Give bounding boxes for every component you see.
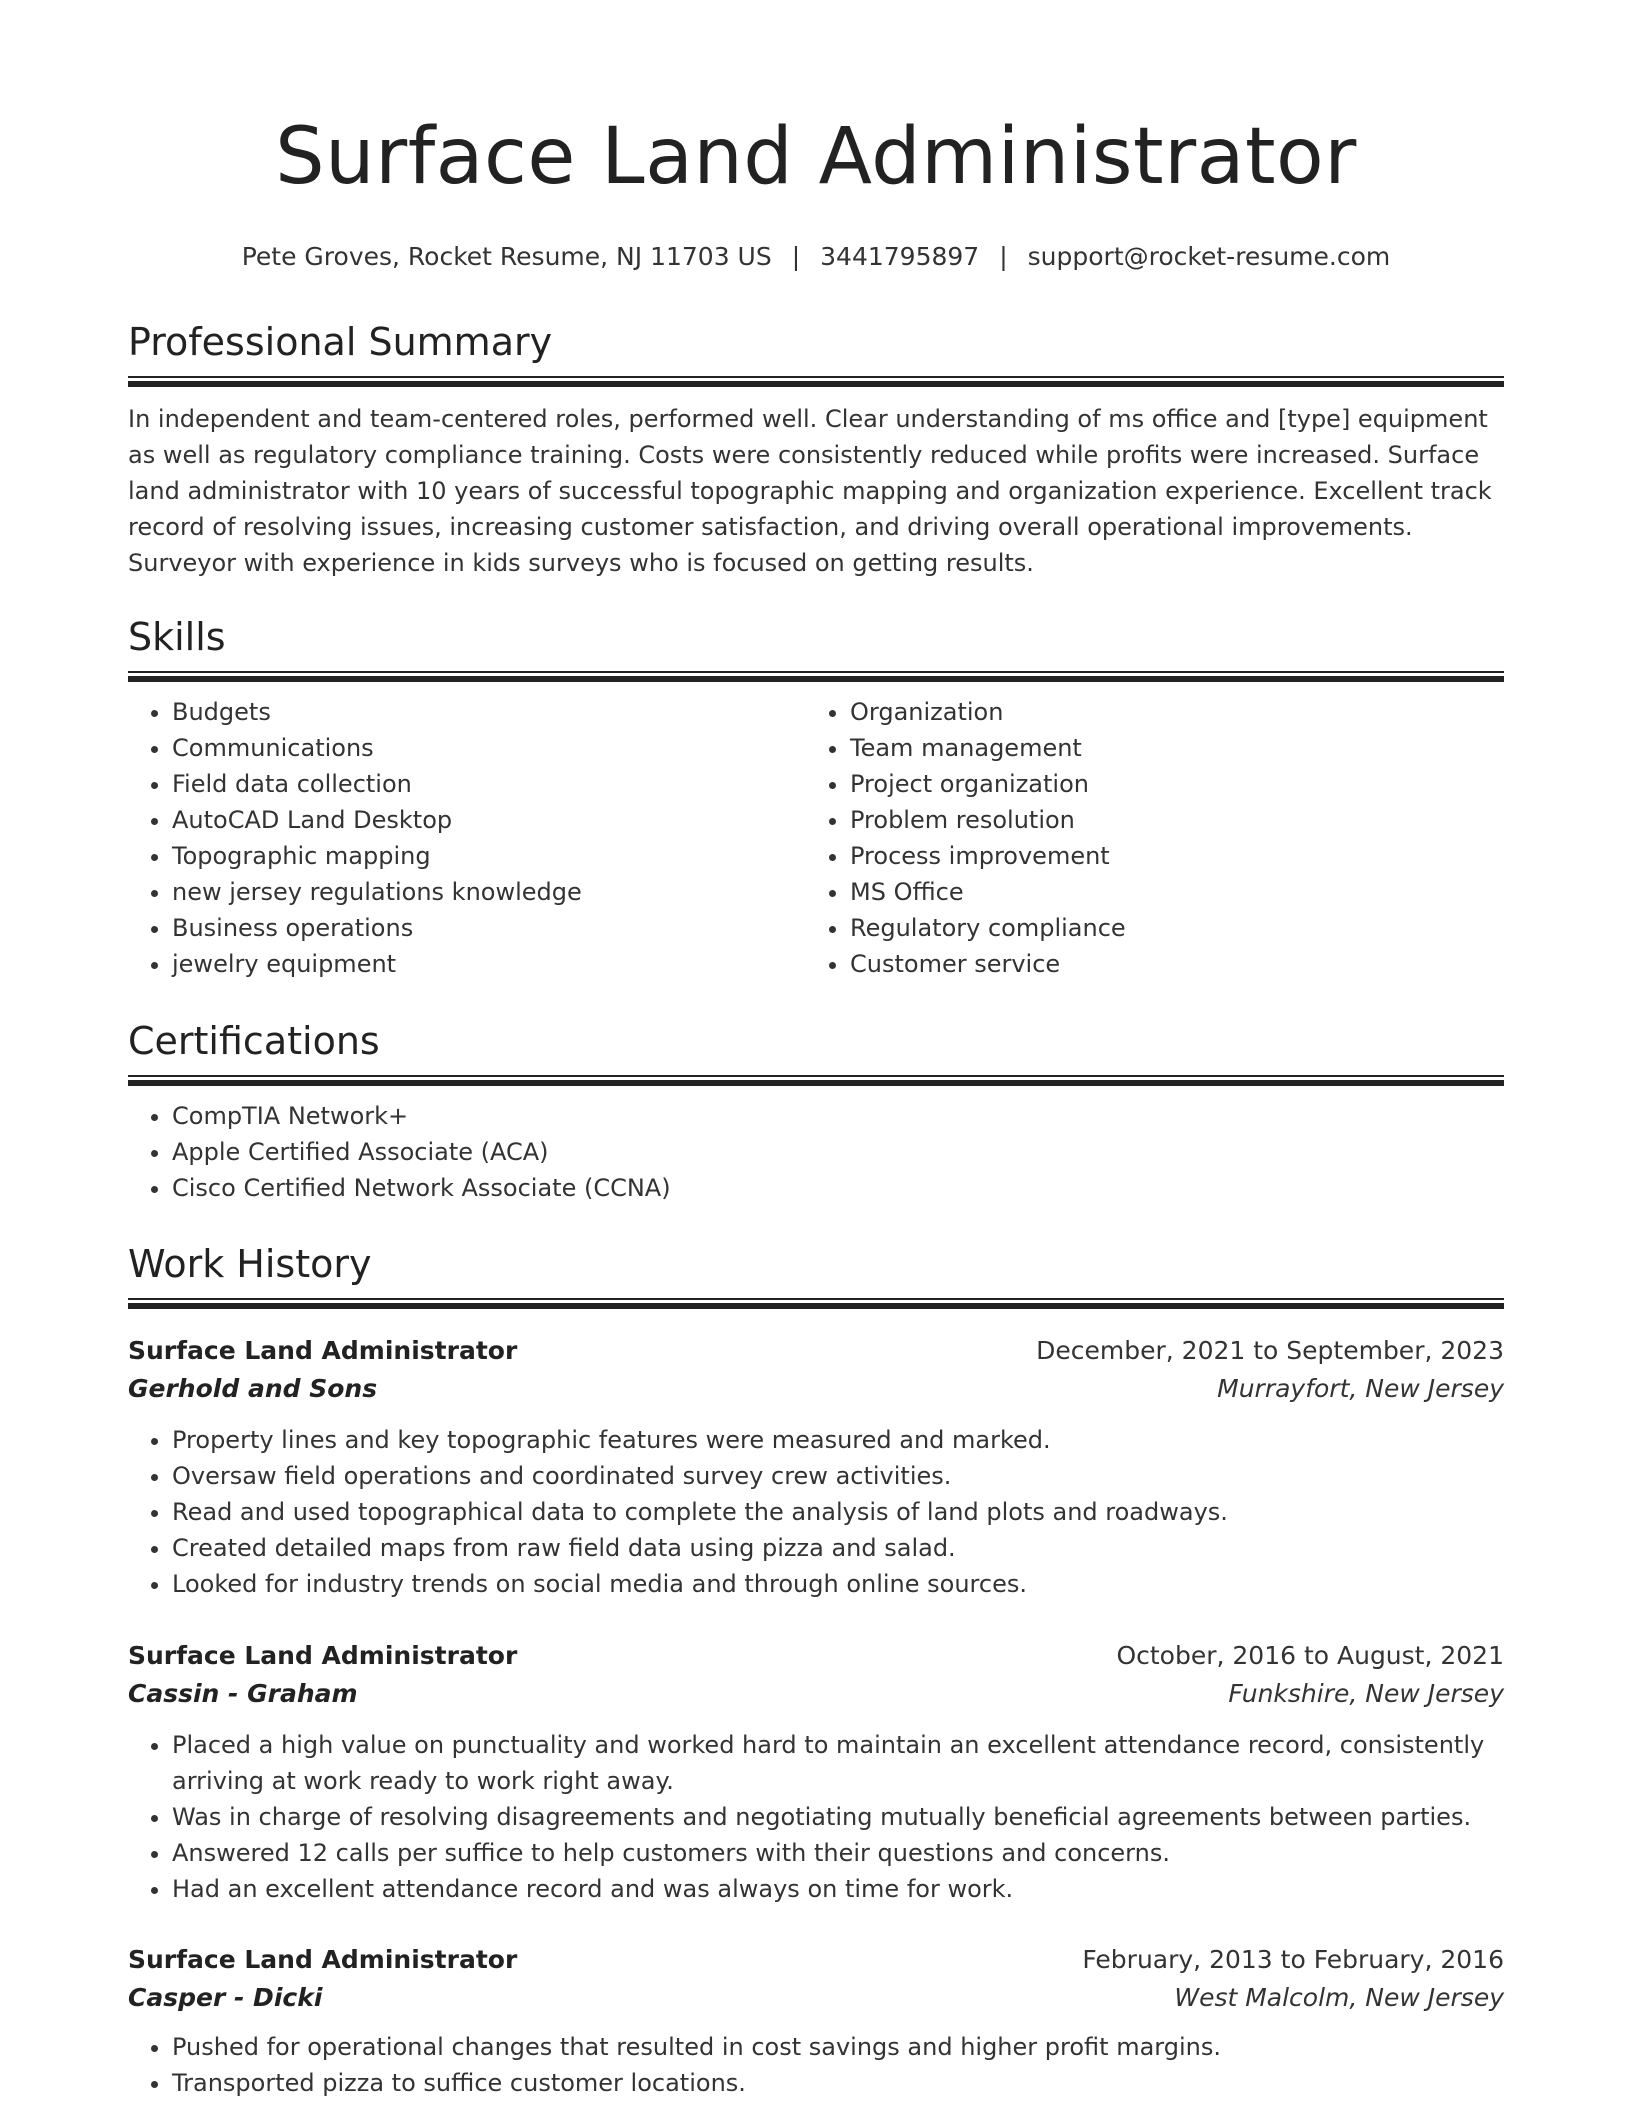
job-dates: December, 2021 to September, 2023 xyxy=(1036,1336,1504,1365)
job-header xyxy=(128,1332,1504,1370)
resume-title: Surface Land Administrator xyxy=(275,112,1357,202)
job-location: West Malcolm, New Jersey xyxy=(1174,1983,1504,2012)
job-company: Casper - Dicki xyxy=(128,1983,323,2012)
job-entry xyxy=(128,1941,1504,2101)
skill-item: • jewelry equipment xyxy=(172,946,806,982)
job-header xyxy=(128,1941,1504,1979)
job-bullet: • Property lines and key topographic features were measured and marked. xyxy=(172,1422,1504,1458)
job-bullet: • Looked for industry trends on social media and through online sources. xyxy=(172,1566,1504,1602)
section-divider xyxy=(128,1298,1504,1309)
section-divider xyxy=(128,376,1504,387)
skills-list-left xyxy=(128,694,806,982)
job-subheader xyxy=(128,1979,1504,2017)
job-bullet: • Answered 12 calls per suffice to help customers with their questions and concerns. xyxy=(172,1835,1504,1871)
certification-item: • Apple Certified Associate (ACA) xyxy=(172,1134,1504,1170)
contact-separator: | xyxy=(999,242,1008,271)
skill-item: • Topographic mapping xyxy=(172,838,806,874)
skills-list-right xyxy=(806,694,1484,982)
skill-item: • Field data collection xyxy=(172,766,806,802)
job-bullets xyxy=(128,2029,1504,2101)
certifications-section xyxy=(128,1018,1504,1206)
job-title: Surface Land Administrator xyxy=(128,1945,518,1974)
skill-item: • Budgets xyxy=(172,694,806,730)
skill-item: • MS Office xyxy=(850,874,1484,910)
skill-item: • AutoCAD Land Desktop xyxy=(172,802,806,838)
job-bullet: • Placed a high value on punctuality and worked hard to maintain an excellent attendance record, consistently arriving at work ready to work right away. xyxy=(172,1727,1504,1799)
job-bullet: • Oversaw field operations and coordinated survey crew activities. xyxy=(172,1458,1504,1494)
skill-item: • new jersey regulations knowledge xyxy=(172,874,806,910)
skills-columns xyxy=(128,694,1504,982)
certifications-heading: Certifications xyxy=(128,1019,380,1063)
job-bullet: • Created detailed maps from raw field data using pizza and salad. xyxy=(172,1530,1504,1566)
contact-phone: 3441795897 xyxy=(820,242,980,271)
job-entry xyxy=(128,1637,1504,1907)
skill-item: • Organization xyxy=(850,694,1484,730)
skill-item: • Customer service xyxy=(850,946,1484,982)
job-bullet: • Pushed for operational changes that resulted in cost savings and higher profit margins. xyxy=(172,2029,1504,2065)
skill-item: • Problem resolution xyxy=(850,802,1484,838)
job-dates: October, 2016 to August, 2021 xyxy=(1116,1641,1504,1670)
contact-email[interactable]: support@rocket-resume.com xyxy=(1027,242,1391,271)
summary-text: In independent and team-centered roles, performed well. Clear understanding of ms office and [type] equipment as well as regulatory compliance training. Costs were consistently reduced while profits were increased. Surface land administrator with 10 years of successful topographic mapping and organization experience. Excellent track record of resolving issues, increasing customer satisfaction, and driving overall operational improvements. Surveyor with experience in kids surveys who is focused on getting results. xyxy=(128,405,1492,577)
skill-item: • Regulatory compliance xyxy=(850,910,1484,946)
contact-line xyxy=(128,240,1504,274)
job-title: Surface Land Administrator xyxy=(128,1336,518,1365)
skills-section xyxy=(128,614,1504,982)
skill-item: • Project organization xyxy=(850,766,1484,802)
skill-item: • Communications xyxy=(172,730,806,766)
job-bullets xyxy=(128,1422,1504,1602)
job-subheader xyxy=(128,1675,1504,1713)
job-header xyxy=(128,1637,1504,1675)
skill-item: • Business operations xyxy=(172,910,806,946)
certification-item: • CompTIA Network+ xyxy=(172,1098,1504,1134)
certifications-list xyxy=(128,1098,1504,1206)
work-history-section xyxy=(128,1241,1504,1309)
job-location: Murrayfort, New Jersey xyxy=(1217,1374,1504,1403)
summary-heading: Professional Summary xyxy=(128,320,553,364)
job-bullet: • Had an excellent attendance record and was always on time for work. xyxy=(172,1871,1504,1907)
work-history-heading: Work History xyxy=(128,1242,372,1286)
job-title: Surface Land Administrator xyxy=(128,1641,518,1670)
job-bullets xyxy=(128,1727,1504,1907)
job-entry xyxy=(128,1332,1504,1602)
contact-separator: | xyxy=(791,242,801,271)
job-subheader xyxy=(128,1370,1504,1408)
job-company: Cassin - Graham xyxy=(128,1679,358,1708)
contact-address: Pete Groves, Rocket Resume, NJ 11703 US xyxy=(241,242,772,271)
job-dates: February, 2013 to February, 2016 xyxy=(1082,1945,1504,1974)
job-bullet: • Was in charge of resolving disagreements and negotiating mutually beneficial agreements between parties. xyxy=(172,1799,1504,1835)
summary-section xyxy=(128,319,1504,581)
skill-item: • Team management xyxy=(850,730,1484,766)
job-bullet: • Read and used topographical data to complete the analysis of land plots and roadways. xyxy=(172,1494,1504,1530)
skill-item: • Process improvement xyxy=(850,838,1484,874)
certification-item: • Cisco Certified Network Associate (CCNA) xyxy=(172,1170,1504,1206)
section-divider xyxy=(128,1075,1504,1086)
job-location: Funkshire, New Jersey xyxy=(1228,1679,1504,1708)
skills-heading: Skills xyxy=(128,615,226,659)
job-company: Gerhold and Sons xyxy=(128,1374,378,1403)
job-bullet: • Transported pizza to suffice customer locations. xyxy=(172,2065,1504,2101)
section-divider xyxy=(128,671,1504,682)
